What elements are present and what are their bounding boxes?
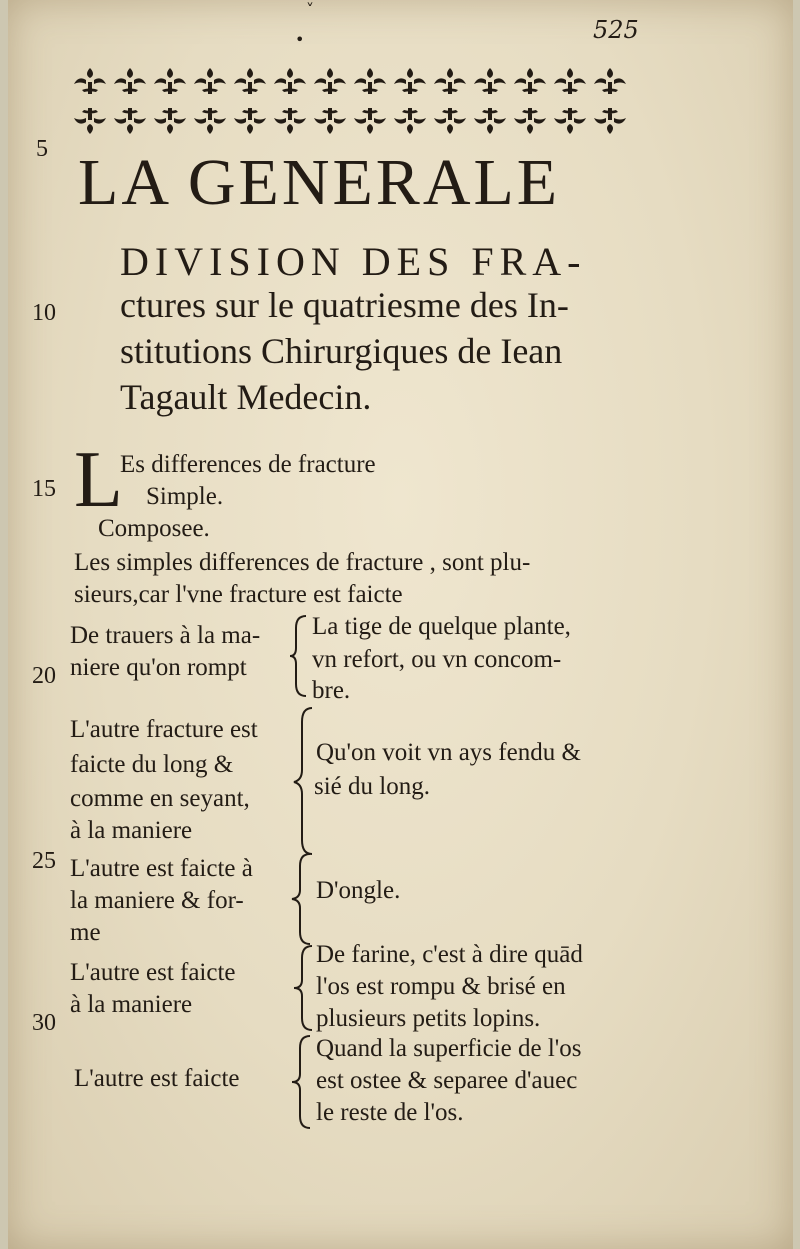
margin-line-number: 20 xyxy=(32,663,56,689)
division-right-line: Quand la superficie de l'os xyxy=(316,1035,582,1062)
division-left-line: De trauers à la ma- xyxy=(70,622,261,649)
division-left-line: la maniere & for- xyxy=(70,887,244,914)
margin-line-number: 30 xyxy=(32,1010,56,1036)
division-left-line: L'autre est faicte à xyxy=(70,855,253,882)
division-left-line: niere qu'on rompt xyxy=(70,654,247,681)
margin-line-number: 5 xyxy=(36,136,48,162)
subtitle-line: DIVISION DES FRA- xyxy=(120,239,587,284)
division-right-line: sié du long. xyxy=(314,773,430,800)
division-left-line: me xyxy=(70,919,101,946)
division-right-line: De farine, c'est à dire quād xyxy=(316,941,583,968)
intro-line: Es differences de fracture xyxy=(120,451,376,478)
division-right-line: est ostee & separee d'auec xyxy=(316,1067,578,1094)
intro-line: Simple. xyxy=(146,483,224,510)
brace-icon xyxy=(292,1034,314,1136)
division-left-line: comme en seyant, xyxy=(70,785,250,812)
division-left-line: à la maniere xyxy=(70,991,193,1018)
brace-icon xyxy=(292,852,314,952)
page-title: LA GENERALE xyxy=(78,146,561,219)
division-right-line: D'ongle. xyxy=(316,877,401,904)
top-dot: • xyxy=(295,30,305,49)
margin-line-number: 15 xyxy=(32,476,56,502)
division-right-line: La tige de quelque plante, xyxy=(312,613,571,640)
division-left-line: L'autre fracture est xyxy=(70,716,258,743)
intro-line: Les simples differences de fracture , sont plu- xyxy=(74,549,531,576)
division-right-line: l'os est rompu & brisé en xyxy=(316,973,566,1000)
margin-line-number: 25 xyxy=(32,848,56,874)
fleuron-icon xyxy=(70,62,632,140)
subtitle-line: ctures sur le quatriesme des In- xyxy=(120,285,569,325)
division-left-line: L'autre est faicte xyxy=(74,1065,240,1092)
drop-cap: L xyxy=(74,436,123,524)
intro-line: Composee. xyxy=(98,515,210,542)
division-right-line: vn refort, ou vn concom- xyxy=(312,646,562,673)
division-left-line: faicte du long & xyxy=(70,751,234,778)
book-page xyxy=(8,0,793,1249)
division-right-line: le reste de l'os. xyxy=(316,1099,464,1126)
intro-line: sieurs,car l'vne fracture est faicte xyxy=(74,581,403,608)
division-right-line: bre. xyxy=(312,677,351,704)
brace-icon xyxy=(290,614,310,704)
subtitle-line: stitutions Chirurgiques de Iean xyxy=(120,331,563,371)
division-right-line: plusieurs petits lopins. xyxy=(316,1005,541,1032)
subtitle-line: Tagault Medecin. xyxy=(120,377,372,417)
division-right-line: Qu'on voit vn ays fendu & xyxy=(316,739,581,766)
top-mark: ˅ xyxy=(306,0,314,19)
division-left-line: L'autre est faicte xyxy=(70,959,236,986)
fleuron-ornament-band xyxy=(70,62,632,140)
brace-icon xyxy=(294,944,316,1038)
page-number: 525 xyxy=(593,16,639,44)
division-left-line: à la maniere xyxy=(70,817,193,844)
margin-line-number: 10 xyxy=(32,300,56,326)
brace-icon xyxy=(294,706,316,862)
